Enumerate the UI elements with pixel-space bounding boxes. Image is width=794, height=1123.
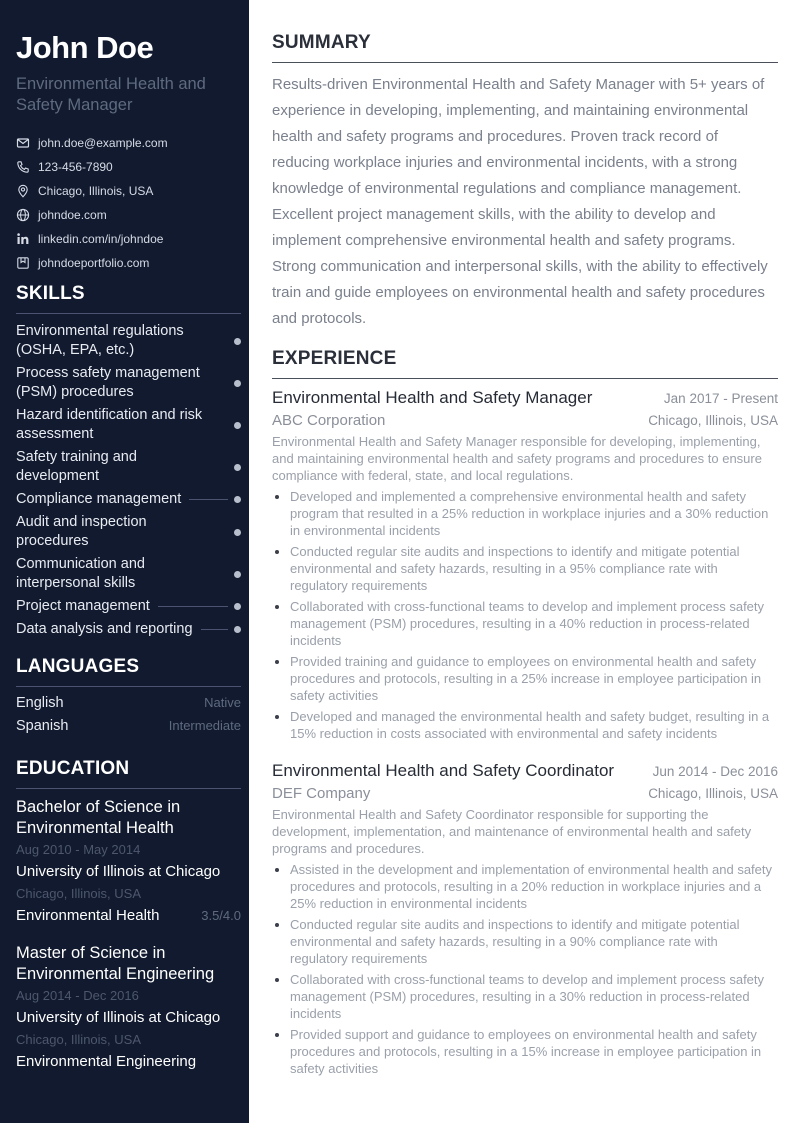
contact-email[interactable] [16,131,240,155]
education-degree: Bachelor of Science in Environmental Health [16,798,181,837]
job-company: ABC Corporation [272,412,386,429]
skill-label: Project management [16,598,150,614]
skill-label: Audit and inspection procedures [16,514,147,549]
language-level: Native [204,695,241,710]
skill-line [189,499,228,500]
job-bullets [272,488,778,742]
list-item: Collaborated with cross-functional teams to develop and implement process safety management (PSM) procedures, resulting in a 40% reduction in process-related incidents [272,598,778,649]
education-heading: EDUCATION [16,758,241,789]
list-item: Assisted in the development and implementation of environmental health and safety procedures and protocols, resulting in a 20% reduction in workplace injuries and a 25% reduction in environmental incidents [272,861,778,912]
globe-icon [16,208,30,222]
education-field: Environmental Engineering [16,1053,197,1070]
list-item: Collaborated with cross-functional teams to develop and implement process safety management (PSM) procedures, resulting in a 30% reduction in process-related incidents [272,971,778,1022]
education-school: University of Illinois at Chicago [16,863,221,880]
job-bullets [272,861,778,1077]
education-field: Environmental Health [16,907,160,924]
location-icon [16,184,30,198]
language-name: Spanish [16,718,69,734]
education-field-row [16,905,241,927]
contact-location-text: Chicago, Illinois, USA [38,184,154,198]
job-header [272,759,778,783]
skill-dot [234,338,241,345]
skill-label: Data analysis and reporting [16,621,193,637]
linkedin-icon [16,232,30,246]
skill-item [16,597,241,616]
education-location: Chicago, Illinois, USA [16,886,141,901]
language-level: Intermediate [168,718,241,733]
skill-item [16,490,241,509]
contact-portfolio-text: johndoeportfolio.com [38,256,150,270]
list-item: Conducted regular site audits and inspections to identify and mitigate potential environmental and safety hazards, resulting in a 90% compliance rate with regulatory requirements [272,916,778,967]
email-icon [16,136,30,150]
portfolio-icon [16,256,30,270]
skill-line [158,606,228,607]
contact-phone-text: 123-456-7890 [38,160,113,174]
skills-list [16,322,241,643]
education-entry [16,943,241,1073]
job-title: Environmental Health and Safety Coordinator [272,761,615,780]
languages-list [16,695,241,741]
list-item: Developed and implemented a comprehensive environmental health and safety program that resulted in a 25% reduction in workplace injuries and a 30% reduction in environmental incidents [272,488,778,539]
skill-dot [234,626,241,633]
education-field-row [16,1051,241,1073]
education-dates: Aug 2014 - Dec 2016 [16,988,139,1003]
job-description: Environmental Health and Safety Manager responsible for developing, implementing, and maintaining environmental health and safety programs and procedures to ensure compliance with federal, state, and local regulations. [272,434,762,483]
skill-dot [234,603,241,610]
job-header [272,386,778,410]
job-location: Chicago, Illinois, USA [648,786,778,801]
skill-label: Hazard identification and risk assessment [16,407,203,442]
education-degree: Master of Science in Environmental Engineering [16,944,215,983]
job-subheader [272,783,778,805]
education-entry [16,797,241,927]
skill-label: Safety training and development [16,449,137,484]
candidate-title: Environmental Health and Safety Manager [16,75,206,114]
job-company: DEF Company [272,785,371,802]
experience-entry [272,759,778,1081]
contact-location [16,179,240,203]
job-dates: Jan 2017 - Present [663,391,778,406]
skill-dot [234,529,241,536]
candidate-name: John Doe [16,30,154,65]
job-description: Environmental Health and Safety Coordinator responsible for supporting the development, implementation, and maintenance of environmental health and safety programs and procedures. [272,807,752,856]
skill-dot [234,496,241,503]
skill-label: Process safety management (PSM) procedures [16,365,200,400]
skill-dot [234,571,241,578]
experience-entry [272,386,778,746]
phone-icon [16,160,30,174]
contact-list [16,131,240,275]
skills-heading: SKILLS [16,283,241,314]
contact-portfolio[interactable] [16,251,240,275]
skill-item [16,555,241,593]
skill-item [16,406,241,444]
skill-dot [234,380,241,387]
contact-linkedin-text: linkedin.com/in/johndoe [38,232,164,246]
contact-phone[interactable] [16,155,240,179]
education-school: University of Illinois at Chicago [16,1009,221,1026]
list-item: Provided support and guidance to employees on environmental health and safety procedures and protocols, resulting in a 15% increase in employee participation in safety activities [272,1026,778,1077]
contact-email-text: john.doe@example.com [38,136,168,150]
job-title: Environmental Health and Safety Manager [272,388,593,407]
skill-item [16,448,241,486]
language-name: English [16,695,64,711]
language-item [16,695,241,718]
skill-dot [234,464,241,471]
list-item: Conducted regular site audits and inspections to identify and mitigate potential environmental and safety hazards, resulting in a 95% compliance rate with regulatory requirements [272,543,778,594]
language-item [16,718,241,741]
skill-dot [234,422,241,429]
contact-website[interactable] [16,203,240,227]
skill-line [201,629,228,630]
education-location: Chicago, Illinois, USA [16,1032,141,1047]
sidebar [0,0,249,1123]
summary-heading: SUMMARY [272,32,778,63]
skill-item [16,513,241,551]
job-location: Chicago, Illinois, USA [648,413,778,428]
languages-heading: LANGUAGES [16,656,241,687]
list-item: Developed and managed the environmental health and safety budget, resulting in a 15% reduction in costs associated with environmental and safety incidents [272,708,778,742]
summary-text: Results-driven Environmental Health and Safety Manager with 5+ years of experience in developing, implementing, and maintaining environmental health and safety programs and procedures. Proven track record of reducing workplace injuries and environmental incidents, with a strong knowledge of environmental regulations and compliance management. Excellent project management skills, with the ability to develop and implement comprehensive environmental health and safety programs. Strong communication and interpersonal skills, with the ability to effectively train and guide employees on environmental health and safety procedures and protocols. [272,76,768,327]
skill-label: Compliance management [16,491,182,507]
experience-heading: EXPERIENCE [272,348,778,379]
skill-label: Environmental regulations (OSHA, EPA, etc.) [16,323,184,358]
job-subheader [272,410,778,432]
education-dates: Aug 2010 - May 2014 [16,842,141,857]
job-dates: Jun 2014 - Dec 2016 [652,764,778,779]
contact-website-text: johndoe.com [38,208,107,222]
skill-item [16,364,241,402]
skill-item [16,322,241,360]
list-item: Provided training and guidance to employees on environmental health and safety procedures and protocols, resulting in a 25% increase in employee participation in safety activities [272,653,778,704]
skill-label: Communication and interpersonal skills [16,556,145,591]
skill-item [16,620,241,639]
contact-linkedin[interactable] [16,227,240,251]
education-gpa: 3.5/4.0 [201,908,241,923]
